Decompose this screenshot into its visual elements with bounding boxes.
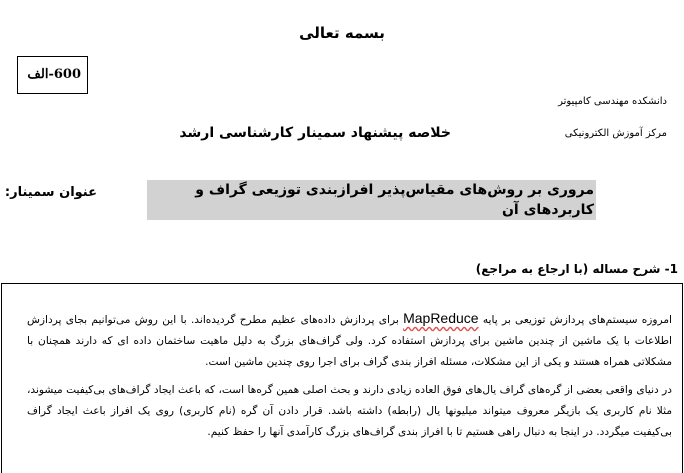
- main-heading: خلاصه پیشنهاد سمینار کارشناسی ارشد: [179, 125, 451, 141]
- paragraph-1-rest: برای پردازش داده‌های عظیم مطرح گردیده‌اند. با این روش می‌توانیم بجای پردازش اطلاعات با یک ماشین از چندین ماشین برای پردازش استفاده کرد. ولی گراف‌های بزرگ به دلیل ماهیت ساختمان داده ای که دارند همچنان با مشکلاتی همراه هستند و یکی از این مشکلات، مسئله افراز بندی گراف برای اجرا روی چندین ماشین است.: [27, 314, 672, 368]
- form-code: 600-الف: [27, 67, 81, 82]
- document-title: بسمه تعالی: [299, 24, 385, 42]
- paragraph-1: [27, 308, 672, 373]
- description-box: [1, 283, 683, 473]
- paragraph-1-start: امروزه سیستم‌های پردازش توزیعی بر پایه: [478, 314, 672, 326]
- paragraph-2: در دنیای واقعی بعضی از گره‌های گراف یال‌های فوق العاده زیادی دارند و بحث اصلی همین گره‌ها است، که باعث ایجاد گراف‌های بی‌کیفیت میشوند، مثلا نام کاربری یک بازیگر معروف میتواند میلیونها یال (رابطه) داشته باشد. قرار دادن آن گره (نام کاربری) روی یک افراز باعث ایجاد گراف بی‌کیفیت میگردد. در اینجا به دنبال راهی هستیم تا با افراز بندی گراف‌های بزرگ کارآمدی آنها را حفظ کنیم.: [27, 384, 672, 438]
- topic-title: مروری بر روش‌های مقیاس‌پذیر افرازبندی توزیعی گراف و کاربردهای آن: [147, 180, 596, 220]
- mapreduce-term: MapReduce: [403, 310, 479, 326]
- form-code-box: [17, 56, 88, 94]
- section-heading: 1- شرح مساله (با ارجاع به مراجع): [475, 262, 678, 276]
- faculty-name: دانشکده مهندسی کامپیوتر: [558, 96, 667, 107]
- topic-label: عنوان سمینار:: [4, 185, 97, 200]
- center-name: مرکز آموزش الکترونیکی: [564, 128, 667, 139]
